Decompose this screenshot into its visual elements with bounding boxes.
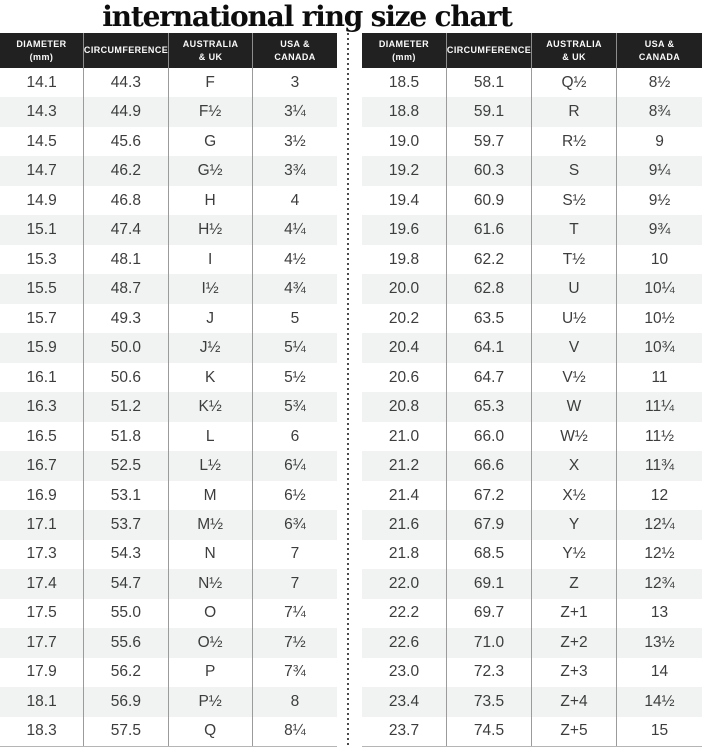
- table-cell: H: [169, 186, 253, 215]
- table-cell: 19.4: [362, 186, 447, 215]
- table-cell: M: [169, 481, 253, 510]
- table-cell: 22.0: [362, 569, 447, 598]
- table-cell: 6¼: [284, 457, 306, 475]
- table-cell: 20.4: [362, 333, 447, 362]
- table-cell: 66.6: [447, 451, 532, 480]
- table-cell: N½: [169, 569, 253, 598]
- table-cell: U½: [532, 304, 617, 333]
- table-cell: I: [169, 245, 253, 274]
- table-cell: 74.5: [447, 717, 532, 746]
- table-cell: G: [169, 127, 253, 156]
- table-cell: U: [532, 274, 617, 303]
- table-cell: 17.5: [0, 599, 84, 628]
- table-cell: 7: [290, 574, 300, 592]
- table-cell: 4¼: [284, 221, 306, 239]
- table-cell: 48.7: [84, 274, 168, 303]
- table-cell: 60.3: [447, 156, 532, 185]
- table-cell: R½: [532, 127, 617, 156]
- table-cell: 47.4: [84, 215, 168, 244]
- table-row: [0, 599, 337, 628]
- table-cell: 22.6: [362, 628, 447, 657]
- table-cell: 20.8: [362, 392, 447, 421]
- table-cell: 59.1: [447, 97, 532, 126]
- table-cell: 12: [650, 486, 669, 504]
- table-body: [362, 68, 702, 747]
- table-row: [0, 717, 337, 746]
- table-cell: 3½: [284, 132, 306, 150]
- table-row: [362, 392, 702, 421]
- table-cell: 63.5: [447, 304, 532, 333]
- table-cell: 15.1: [0, 215, 84, 244]
- table-row: [362, 186, 702, 215]
- table-cell: T½: [532, 245, 617, 274]
- table-cell: P: [169, 658, 253, 687]
- table-cell: 5½: [284, 368, 306, 386]
- table-cell: I½: [169, 274, 253, 303]
- table-cell: 9¼: [648, 162, 671, 180]
- table-row: [362, 333, 702, 362]
- table-row: [362, 717, 702, 746]
- table-cell: 46.8: [84, 186, 168, 215]
- table-cell: 51.8: [84, 422, 168, 451]
- table-cell: 13½: [644, 633, 675, 651]
- table-cell: 20.0: [362, 274, 447, 303]
- column-header-diameter-mm: DIAMETER (mm): [0, 33, 84, 68]
- table-cell: 12½: [644, 545, 675, 563]
- table-cell: Z: [532, 569, 617, 598]
- table-cell: 6: [290, 427, 300, 445]
- table-row: [0, 97, 337, 126]
- table-row: [362, 274, 702, 303]
- table-cell: 4½: [284, 250, 306, 268]
- table-cell: G½: [169, 156, 253, 185]
- table-cell: 7: [290, 545, 300, 563]
- table-cell: 7¾: [284, 663, 306, 681]
- table-cell: 61.6: [447, 215, 532, 244]
- table-cell: 15.7: [0, 304, 84, 333]
- table-row: [0, 186, 337, 215]
- table-cell: 54.7: [84, 569, 168, 598]
- table-cell: 21.8: [362, 540, 447, 569]
- table-cell: X½: [532, 481, 617, 510]
- table-cell: 20.2: [362, 304, 447, 333]
- table-row: [0, 510, 337, 539]
- column-header-diameter-mm: DIAMETER (mm): [362, 33, 447, 68]
- table-cell: 17.4: [0, 569, 84, 598]
- table-cell: 11: [651, 368, 668, 386]
- table-cell: 19.8: [362, 245, 447, 274]
- table-cell: 12¾: [644, 574, 675, 592]
- table-cell: 10¾: [644, 339, 675, 357]
- table-cell: 14.9: [0, 186, 84, 215]
- table-cell: 3¾: [284, 162, 306, 180]
- table-cell: 22.2: [362, 599, 447, 628]
- ring-size-table-left: [0, 33, 337, 747]
- table-cell: 51.2: [84, 392, 168, 421]
- table-row: [362, 481, 702, 510]
- table-cell: 13: [650, 604, 669, 622]
- table-cell: 11½: [644, 427, 675, 445]
- table-cell: 4¾: [284, 280, 306, 298]
- table-cell: 16.7: [0, 451, 84, 480]
- table-cell: 18.1: [0, 687, 84, 716]
- table-cell: 16.9: [0, 481, 84, 510]
- table-row: [0, 658, 337, 687]
- table-row: [362, 540, 702, 569]
- table-row: [362, 451, 702, 480]
- table-cell: 62.8: [447, 274, 532, 303]
- table-cell: S½: [532, 186, 617, 215]
- table-cell: 69.7: [447, 599, 532, 628]
- table-cell: 7½: [284, 633, 306, 651]
- table-cell: 21.6: [362, 510, 447, 539]
- table-cell: 53.7: [84, 510, 168, 539]
- table-cell: 57.5: [84, 717, 168, 746]
- table-cell: 64.1: [447, 333, 532, 362]
- table-cell: 23.0: [362, 658, 447, 687]
- table-cell: N: [169, 540, 253, 569]
- table-cell: 44.9: [84, 97, 168, 126]
- table-cell: 54.3: [84, 540, 168, 569]
- table-cell: Q: [169, 717, 253, 746]
- table-row: [362, 422, 702, 451]
- table-cell: 67.2: [447, 481, 532, 510]
- table-cell: 18.5: [362, 68, 447, 97]
- table-cell: O½: [169, 628, 253, 657]
- table-cell: 16.5: [0, 422, 84, 451]
- table-row: [362, 363, 702, 392]
- table-cell: 7¼: [284, 604, 306, 622]
- column-header-usa-canada: USA & CANADA: [253, 33, 337, 68]
- table-cell: 8½: [648, 73, 671, 91]
- table-cell: 20.6: [362, 363, 447, 392]
- tables-layout: [0, 33, 702, 747]
- table-cell: 14.3: [0, 97, 84, 126]
- table-cell: 55.0: [84, 599, 168, 628]
- table-row: [0, 481, 337, 510]
- table-row: [362, 127, 702, 156]
- table-cell: 53.1: [84, 481, 168, 510]
- table-cell: R: [532, 97, 617, 126]
- table-row: [362, 245, 702, 274]
- table-cell: 9: [655, 132, 664, 150]
- table-row: [362, 599, 702, 628]
- table-row: [0, 156, 337, 185]
- table-cell: L: [169, 422, 253, 451]
- table-row: [0, 451, 337, 480]
- column-header-circumference: CIRCUMFERENCE: [84, 33, 169, 68]
- table-row: [0, 569, 337, 598]
- table-cell: 21.0: [362, 422, 447, 451]
- table-cell: W: [532, 392, 617, 421]
- table-cell: 19.6: [362, 215, 447, 244]
- table-row: [362, 510, 702, 539]
- table-cell: J: [169, 304, 253, 333]
- table-row: [0, 687, 337, 716]
- table-row: [362, 97, 702, 126]
- table-cell: W½: [532, 422, 617, 451]
- table-cell: 14: [650, 663, 669, 681]
- table-cell: 16.1: [0, 363, 84, 392]
- table-cell: 45.6: [84, 127, 168, 156]
- table-row: [362, 156, 702, 185]
- table-cell: F½: [169, 97, 253, 126]
- table-cell: 52.5: [84, 451, 168, 480]
- table-cell: 56.2: [84, 658, 168, 687]
- table-cell: 15.9: [0, 333, 84, 362]
- table-cell: K: [169, 363, 253, 392]
- table-cell: 10½: [644, 309, 675, 327]
- table-cell: 44.3: [84, 68, 168, 97]
- table-cell: 15.5: [0, 274, 84, 303]
- table-cell: 17.9: [0, 658, 84, 687]
- table-row: [362, 687, 702, 716]
- page-title: international ring size chart: [102, 0, 512, 33]
- table-cell: 5¾: [284, 398, 306, 416]
- table-cell: Z+5: [532, 717, 617, 746]
- table-cell: 9½: [648, 191, 671, 209]
- table-cell: Y: [532, 510, 617, 539]
- table-row: [0, 304, 337, 333]
- table-cell: Z+4: [532, 687, 617, 716]
- table-cell: V½: [532, 363, 617, 392]
- table-row: [362, 304, 702, 333]
- table-cell: 11¾: [644, 457, 675, 475]
- table-cell: 6½: [284, 486, 306, 504]
- table-cell: 6¾: [284, 516, 306, 533]
- column-header-australia-uk: AUSTRALIA & UK: [532, 33, 617, 68]
- table-cell: 60.9: [447, 186, 532, 215]
- table-cell: 23.4: [362, 687, 447, 716]
- dotted-divider: [347, 33, 349, 747]
- table-cell: 4: [290, 191, 300, 209]
- table-cell: 14.7: [0, 156, 84, 185]
- table-cell: M½: [169, 510, 253, 539]
- table-cell: 16.3: [0, 392, 84, 421]
- table-cell: J½: [169, 333, 253, 362]
- table-cell: 15: [650, 722, 669, 740]
- table-cell: 10: [650, 250, 669, 268]
- table-row: [362, 569, 702, 598]
- table-cell: Y½: [532, 540, 617, 569]
- table-cell: 64.7: [447, 363, 532, 392]
- table-cell: L½: [169, 451, 253, 480]
- table-cell: 17.7: [0, 628, 84, 657]
- table-cell: 19.2: [362, 156, 447, 185]
- table-row: [362, 68, 702, 97]
- table-cell: 3¼: [284, 103, 306, 121]
- column-header-circumference: CIRCUMFERENCE: [447, 33, 532, 68]
- table-row: [0, 363, 337, 392]
- table-row: [0, 127, 337, 156]
- table-cell: P½: [169, 687, 253, 716]
- table-cell: Z+3: [532, 658, 617, 687]
- table-cell: Q½: [532, 68, 617, 97]
- table-row: [0, 274, 337, 303]
- table-row: [0, 628, 337, 657]
- table-row: [0, 392, 337, 421]
- table-row: [0, 422, 337, 451]
- table-cell: 18.3: [0, 717, 84, 746]
- table-cell: Z+1: [532, 599, 617, 628]
- table-cell: 73.5: [447, 687, 532, 716]
- table-cell: 21.2: [362, 451, 447, 480]
- table-cell: 8¼: [284, 722, 306, 740]
- table-cell: 8: [290, 692, 300, 710]
- ring-size-table-right: [362, 33, 702, 747]
- table-header: [362, 33, 702, 68]
- table-cell: 3: [290, 73, 300, 91]
- table-cell: Z+2: [532, 628, 617, 657]
- table-cell: 69.1: [447, 569, 532, 598]
- table-cell: 5¼: [284, 339, 306, 357]
- table-cell: 66.0: [447, 422, 532, 451]
- table-cell: X: [532, 451, 617, 480]
- table-cell: 67.9: [447, 510, 532, 539]
- table-cell: 14½: [644, 692, 675, 710]
- table-cell: 9¾: [648, 221, 671, 239]
- table-cell: 17.3: [0, 540, 84, 569]
- table-cell: 59.7: [447, 127, 532, 156]
- table-cell: T: [532, 215, 617, 244]
- table-cell: 14.5: [0, 127, 84, 156]
- table-cell: S: [532, 156, 617, 185]
- table-cell: 48.1: [84, 245, 168, 274]
- column-header-australia-uk: AUSTRALIA & UK: [169, 33, 253, 68]
- table-cell: 72.3: [447, 658, 532, 687]
- table-cell: 15.3: [0, 245, 84, 274]
- table-cell: 50.6: [84, 363, 168, 392]
- table-cell: F: [169, 68, 253, 97]
- table-cell: 11¼: [644, 398, 675, 416]
- table-cell: 8¾: [648, 103, 671, 121]
- table-cell: 12¼: [644, 516, 675, 533]
- table-cell: 46.2: [84, 156, 168, 185]
- table-cell: 62.2: [447, 245, 532, 274]
- table-cell: O: [169, 599, 253, 628]
- table-cell: V: [532, 333, 617, 362]
- table-row: [0, 333, 337, 362]
- table-row: [362, 658, 702, 687]
- table-cell: 17.1: [0, 510, 84, 539]
- table-row: [0, 540, 337, 569]
- table-cell: 55.6: [84, 628, 168, 657]
- table-body: [0, 68, 337, 747]
- table-cell: H½: [169, 215, 253, 244]
- table-row: [362, 628, 702, 657]
- table-cell: 21.4: [362, 481, 447, 510]
- column-header-usa-canada: USA & CANADA: [617, 33, 702, 68]
- table-cell: 50.0: [84, 333, 168, 362]
- table-cell: 5: [290, 309, 300, 327]
- table-row: [0, 68, 337, 97]
- table-cell: K½: [169, 392, 253, 421]
- table-header: [0, 33, 337, 68]
- table-cell: 18.8: [362, 97, 447, 126]
- table-cell: 71.0: [447, 628, 532, 657]
- table-row: [0, 245, 337, 274]
- table-row: [0, 215, 337, 244]
- table-cell: 65.3: [447, 392, 532, 421]
- table-cell: 10¼: [644, 280, 675, 298]
- table-cell: 68.5: [447, 540, 532, 569]
- table-cell: 19.0: [362, 127, 447, 156]
- table-cell: 23.7: [362, 717, 447, 746]
- table-row: [362, 215, 702, 244]
- table-cell: 58.1: [447, 68, 532, 97]
- table-cell: 14.1: [0, 68, 84, 97]
- table-cell: 56.9: [84, 687, 168, 716]
- table-cell: 49.3: [84, 304, 168, 333]
